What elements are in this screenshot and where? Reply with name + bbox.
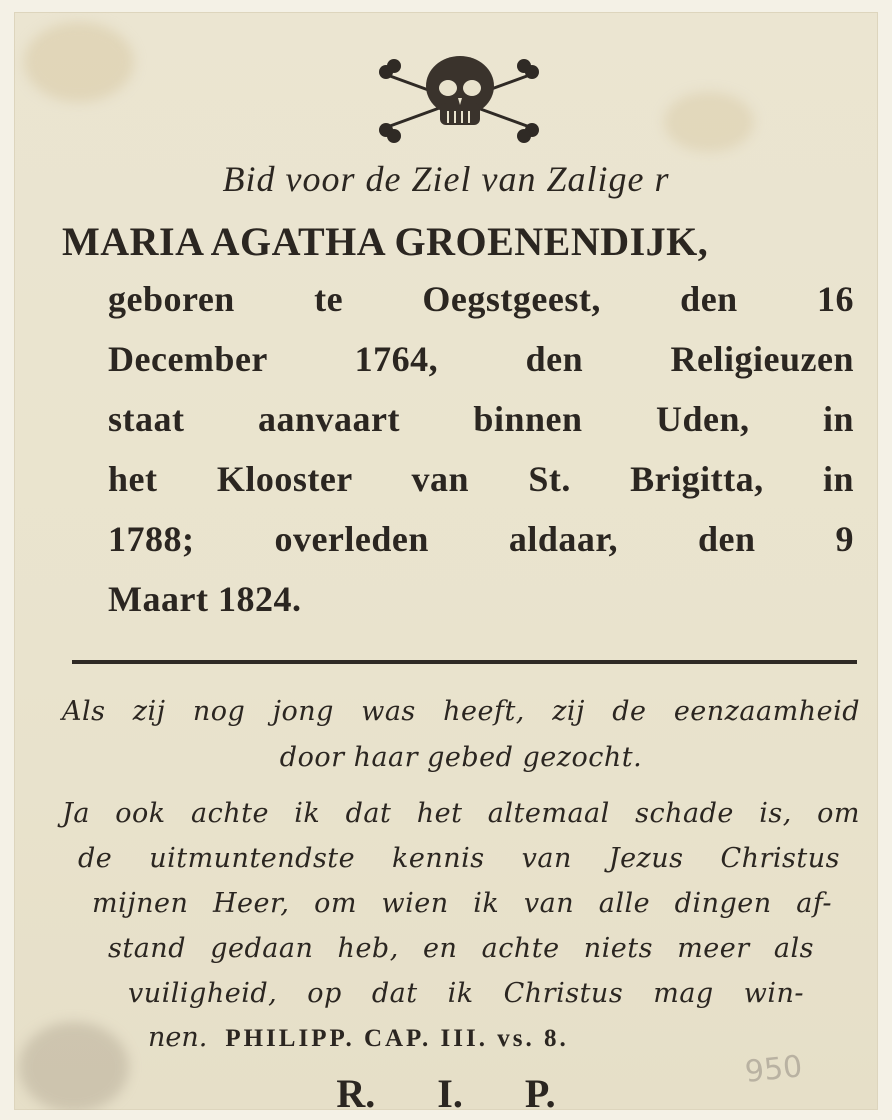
scripture-reference — [148, 1022, 860, 1053]
bio-line: Maart 1824. — [108, 579, 302, 619]
bio-line: staat aanvaart binnen Uden, in — [108, 399, 854, 439]
bio-line: December 1764, den Religieuzen — [108, 339, 854, 379]
verse-line: door haar gebed gezocht. — [279, 742, 643, 773]
bio-line: geboren te Oegstgeest, den 16 — [108, 279, 854, 319]
skull-and-crossbones-icon — [372, 48, 547, 143]
verse-line: Als zij nog jong was heeft, zij de eenzaamheid — [62, 696, 860, 727]
scripture-line: mijnen Heer, om wien ik van alle dingen af- — [92, 888, 832, 919]
scripture-line: vuiligheid, op dat ik Christus mag win- — [128, 978, 804, 1009]
divider-rule — [72, 660, 857, 664]
citation: PHILIPP. CAP. III. vs. 8. — [225, 1025, 569, 1052]
bio-line: het Klooster van St. Brigitta, in — [108, 459, 854, 499]
deceased-name: MARIA AGATHA GROENENDIJK, — [62, 219, 709, 264]
prayer-heading: Bid voor de Ziel van Zalige r — [222, 159, 670, 199]
scripture-line: stand gedaan heb, en achte niets meer als — [108, 933, 814, 964]
archive-pencil-mark: 950 — [743, 1049, 804, 1090]
scripture-end: nen. — [148, 1022, 208, 1053]
scripture-line: Ja ook achte ik dat het altemaal schade is, om — [62, 798, 860, 829]
bio-line: 1788; overleden aldaar, den 9 — [108, 519, 854, 559]
scripture-line: de uitmuntendste kennis van Jezus Christus — [78, 843, 840, 874]
rip-closing: R. I. P. — [336, 1071, 556, 1116]
